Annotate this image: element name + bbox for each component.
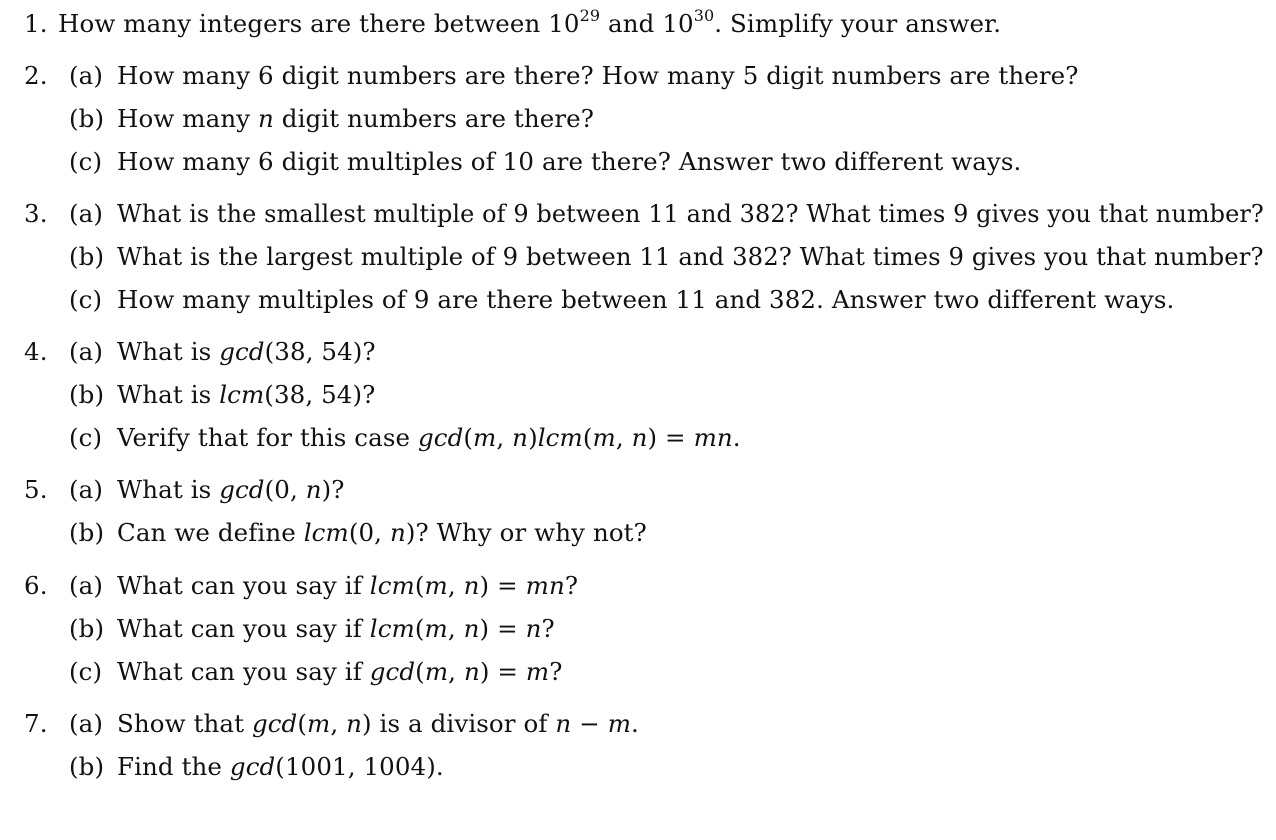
text-run: What can you say if [117,571,370,600]
math-symbol: n [258,104,274,133]
question-text [117,518,647,547]
math-symbol: n [463,657,480,686]
part-label: (a) [69,61,104,90]
text-run: and 10 [600,9,694,38]
part-label: (a) [69,709,104,738]
question-text [117,475,345,504]
math-symbol: gcd [417,423,464,452]
text-run: What can you say if [117,657,370,686]
text-run: Show that [117,709,252,738]
text-run: )? Why or why not? [405,518,647,547]
text-run: digit numbers are there? [273,104,595,133]
question-text [117,380,376,409]
text-run: How many 6 digit numbers are there? How many 5 digit numbers are there? [117,61,1079,90]
text-run: , [447,614,464,643]
math-symbol: mn [693,423,733,452]
text-run: ? [541,614,555,643]
part-label: (b) [69,380,105,409]
math-symbol: m [424,614,448,643]
question-text [117,423,741,452]
part-label: (a) [69,571,104,600]
math-symbol: n [525,614,542,643]
text-run: What can you say if [117,614,370,643]
text-run: ? [549,657,563,686]
text-run: (0, [264,475,306,504]
text-run: ( [582,423,593,452]
text-run: Verify that for this case [117,423,418,452]
text-run: − [571,709,608,738]
part-label: (b) [69,614,105,643]
exponent: 30 [693,6,715,25]
problem-number: 5. [24,475,48,504]
math-symbol: gcd [219,337,265,366]
text-run: What is [117,475,220,504]
problem-number: 1. [24,9,48,38]
part-label: (c) [69,285,103,314]
text-run: How many multiples of 9 are there between 11 and 382. Answer two different ways. [117,285,1175,314]
text-run: ) [528,423,538,452]
question-text [117,242,1264,271]
math-symbol: m [607,709,632,738]
question-text [58,6,1002,38]
text-run: ) = [479,571,526,600]
math-symbol: n [463,614,480,643]
text-run: ) = [647,423,694,452]
text-run: , [496,423,513,452]
part-label: (b) [69,242,105,271]
math-symbol: n [512,423,529,452]
text-run: How many integers are there between 10 [58,9,580,38]
part-label: (c) [69,147,103,176]
part-label: (a) [69,337,104,366]
problem-number: 6. [24,571,48,600]
text-run: ( [415,657,425,686]
text-run: ) = [479,614,526,643]
text-run: ? [564,571,579,600]
text-run: What is the largest multiple of 9 between 11 and 382? What times 9 gives you that number? [117,242,1264,271]
text-run: ( [463,423,474,452]
math-symbol: n [346,709,363,738]
text-run: , [448,657,464,686]
text-run: How many [117,104,259,133]
problem-number: 7. [24,709,48,738]
part-label: (c) [69,423,103,452]
text-run: What is [117,380,220,409]
question-text [117,285,1175,314]
question-text [117,199,1264,228]
text-run: (38, 54)? [264,380,376,409]
math-symbol: m [424,571,448,600]
question-text [117,61,1079,90]
math-symbol: gcd [251,709,298,738]
text-run: ( [414,571,425,600]
text-run: . [631,709,639,738]
math-symbol: lcm [303,518,349,547]
text-run: , [615,423,632,452]
text-run: ) is a divisor of [362,709,556,738]
math-symbol: gcd [219,475,265,504]
part-label: (a) [69,475,104,504]
question-text [117,571,579,600]
math-symbol: mn [525,571,565,600]
text-run: How many 6 digit multiples of 10 are there? Answer two different ways. [117,147,1022,176]
text-run: What is [117,337,220,366]
math-symbol: lcm [219,380,265,409]
math-symbol: m [307,709,331,738]
question-text [117,752,444,781]
part-label: (c) [69,657,103,686]
text-run: )? [321,475,345,504]
text-run: ) = [479,657,526,686]
math-symbol: gcd [369,657,416,686]
exponent: 29 [579,6,601,25]
math-symbol: n [555,709,572,738]
text-run: , [330,709,347,738]
question-text [117,104,595,133]
text-run: , [447,571,464,600]
part-label: (a) [69,199,104,228]
part-label: (b) [69,752,105,781]
text-run: (1001, 1004). [275,752,444,781]
problem-number: 3. [24,199,48,228]
math-symbol: m [424,657,449,686]
text-run: Find the [117,752,230,781]
text-run: (38, 54)? [264,337,376,366]
question-text [117,337,376,366]
question-text [117,147,1022,176]
question-text [117,709,639,738]
math-symbol: n [631,423,648,452]
math-symbol: n [389,518,406,547]
problem-number: 4. [24,337,48,366]
text-run: ( [297,709,307,738]
math-symbol: lcm [369,614,415,643]
text-run: Can we define [117,518,304,547]
question-text [117,657,563,686]
text-run: ( [414,614,425,643]
text-run: (0, [348,518,390,547]
part-label: (b) [69,518,105,547]
math-symbol: m [592,423,616,452]
text-run: What is the smallest multiple of 9 between 11 and 382? What times 9 gives you that number? [117,199,1264,228]
math-symbol: lcm [537,423,583,452]
part-label: (b) [69,104,105,133]
math-symbol: gcd [229,752,276,781]
math-symbol: m [473,423,497,452]
math-symbol: m [525,657,550,686]
text-run: . Simplify your answer. [714,9,1002,38]
math-symbol: lcm [369,571,415,600]
problem-number: 2. [24,61,48,90]
text-run: . [732,423,741,452]
question-text [117,614,555,643]
math-symbol: n [463,571,480,600]
math-symbol: n [305,475,322,504]
